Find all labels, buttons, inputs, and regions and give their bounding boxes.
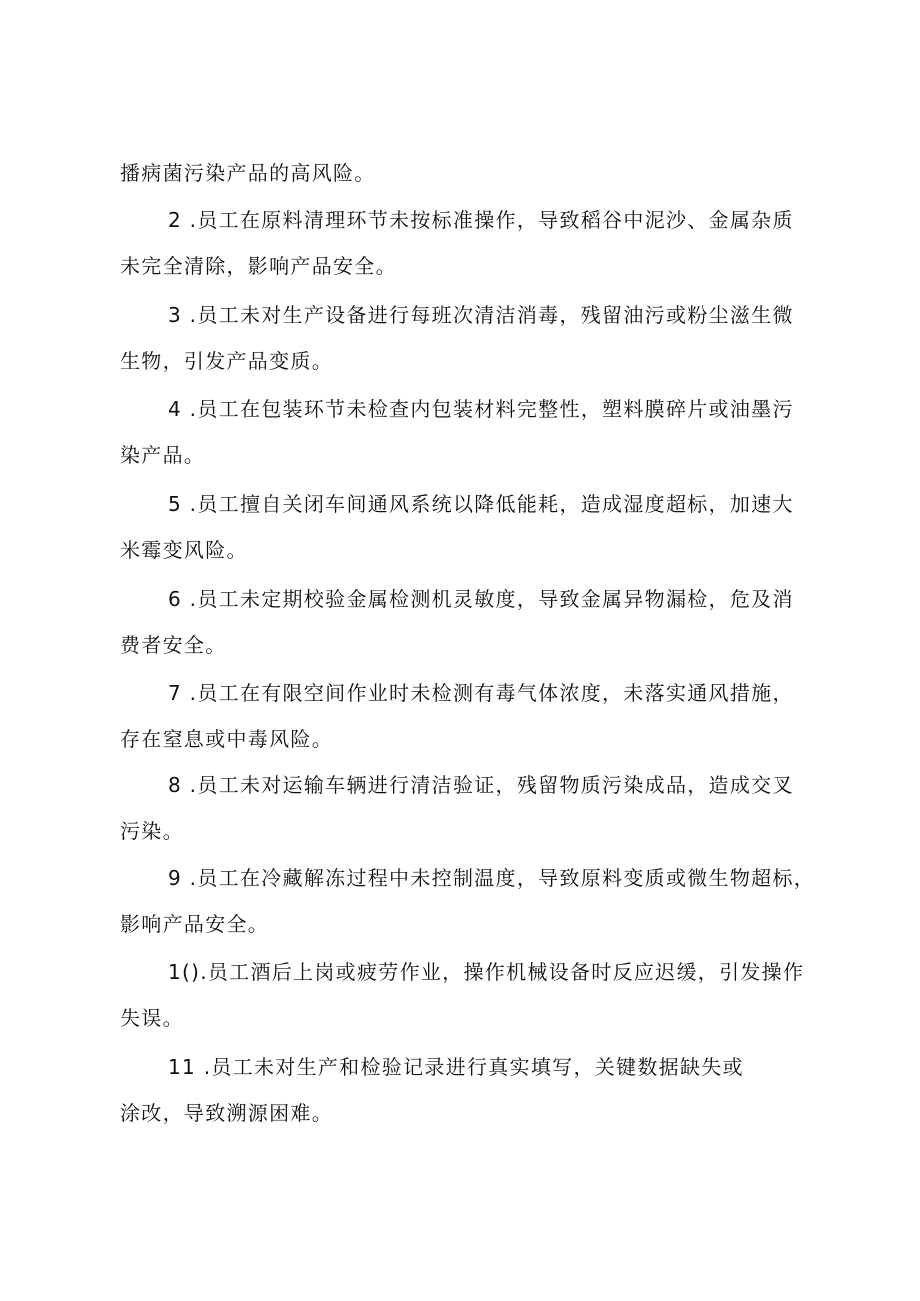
item-7-line-1: 7 .员工在有限空间作业时未检测有毒气体浓度，未落实通风措施， [168, 681, 794, 705]
item-8-line-2: 污染。 [120, 819, 184, 843]
item-6-line-1: 6 .员工未定期校验金属检测机灵敏度，导致金属异物漏检，危及消 [168, 587, 794, 611]
item-5-line-2: 米霉变风险。 [120, 538, 248, 562]
item-3-line-2: 生物，引发产品变质。 [120, 349, 333, 373]
item-4-line-2: 染产品。 [120, 443, 206, 467]
item-4-line-1: 4 .员工在包装环节未检查内包装材料完整性，塑料膜碎片或油墨污 [168, 397, 794, 421]
item-8-line-1: 8 .员工未对运输车辆进行清洁验证，残留物质污染成品，造成交叉 [168, 773, 794, 797]
item-2-line-2: 未完全清除，影响产品安全。 [120, 254, 397, 278]
item-10-line-1: 1().员工酒后上岗或疲劳作业，操作机械设备时反应迟缓，引发操作 [168, 960, 805, 984]
item-11-line-1: 11 .员工未对生产和检验记录进行真实填写，关键数据缺失或 [168, 1055, 744, 1079]
item-5-line-1: 5 .员工擅自关闭车间通风系统以降低能耗，造成湿度超标，加速大 [168, 492, 794, 516]
paragraph-continuation-line: 播病菌污染产品的高风险。 [120, 161, 376, 185]
item-3-line-1: 3 .员工未对生产设备进行每班次清洁消毒，残留油污或粉尘滋生微 [168, 303, 794, 327]
item-7-line-2: 存在窒息或中毒风险。 [120, 727, 333, 751]
item-6-line-2: 费者安全。 [120, 633, 227, 657]
item-2-line-1: 2 .员工在原料清理环节未按标准操作，导致稻谷中泥沙、金属杂质 [168, 208, 794, 232]
item-9-line-1: 9 .员工在冷藏解冻过程中未控制温度，导致原料变质或微生物超标， [168, 866, 816, 890]
item-9-line-2: 影响产品安全。 [120, 912, 270, 936]
item-10-line-2: 失误。 [120, 1006, 184, 1030]
item-11-line-2: 涂改，导致溯源困难。 [120, 1101, 333, 1125]
